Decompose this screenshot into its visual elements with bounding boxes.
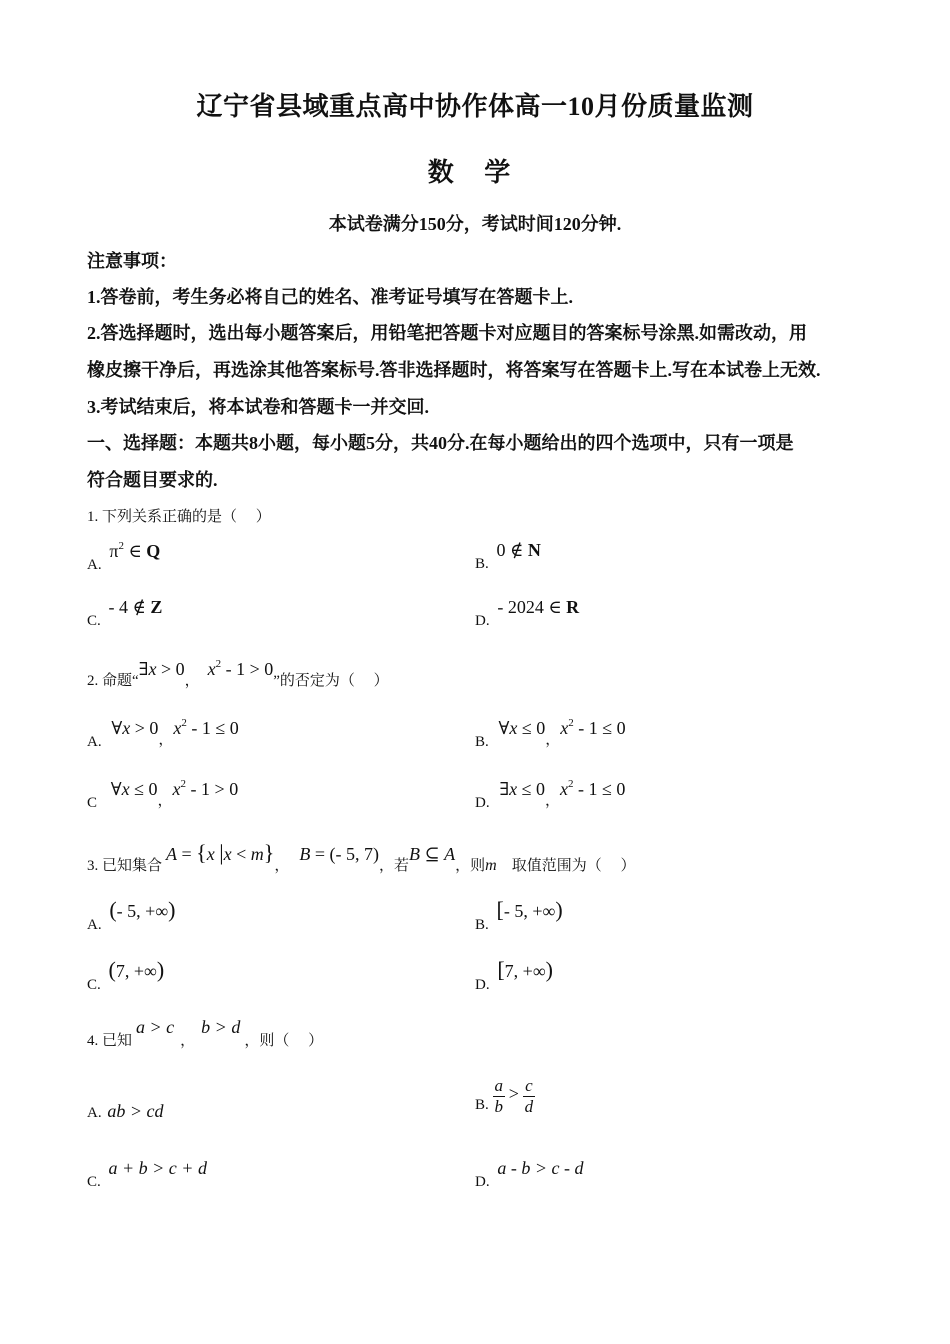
stem-comma: ，	[184, 673, 200, 689]
question-4-option-c[interactable]	[87, 1158, 207, 1190]
stem-math-1: a > c	[136, 1017, 175, 1037]
option-label: A.	[87, 917, 102, 933]
stem-math-4: m	[485, 857, 497, 874]
stem-math-1: A = {x |x < m}	[166, 840, 275, 865]
option-label: B.	[475, 734, 489, 750]
fraction-a-over-b	[493, 1076, 506, 1116]
question-2-option-d[interactable]	[475, 778, 626, 811]
note-item-2-line-2: 橡皮擦干净后，再选涂其他答案标号.答非选择题时，将答案写在答题卡上.写在本试卷上无效.	[87, 360, 821, 380]
stem-suffix: ”的否定为（ ）	[273, 673, 389, 689]
numerator: a	[494, 1076, 504, 1095]
stem-prefix: 3. 已知集合	[87, 858, 163, 874]
option-label: C.	[87, 1174, 101, 1190]
stem-math-1: ∃x > 0	[138, 659, 185, 679]
option-math: [- 5, +∞)	[496, 897, 563, 922]
option-math: [7, +∞)	[497, 957, 553, 982]
stem-mid-2: ，则	[455, 858, 486, 874]
option-label: D.	[475, 613, 490, 629]
option-label: C	[87, 795, 98, 811]
option-label: C.	[87, 977, 101, 993]
option-math: ∀x ≤ $0_,x^2 - 1 > 0$	[110, 778, 239, 809]
option-math: ∀x ≤ $0_,x^2 - 1 \le 0$	[498, 717, 626, 748]
question-2-option-b[interactable]	[475, 717, 626, 750]
option-math: a + b > c + d	[108, 1158, 207, 1178]
note-item-1: 1.答卷前，考生务必将自己的姓名、准考证号填写在答题卡上.	[87, 287, 573, 307]
stem-prefix: 2. 命题“	[87, 673, 139, 689]
notes-heading: 注意事项：	[87, 251, 177, 271]
option-math: (7, +∞)	[108, 957, 165, 982]
stem-comma: ，	[180, 1033, 196, 1049]
question-4-option-d[interactable]	[475, 1158, 584, 1190]
option-math: 0 ∉ N	[496, 540, 541, 560]
stem-suffix: ，则（ ）	[244, 1033, 324, 1049]
question-2-option-c[interactable]	[87, 778, 239, 811]
question-3-stem	[87, 840, 636, 874]
option-math: $\pi^2$ ∈ Q	[109, 540, 161, 561]
option-label: C.	[87, 613, 101, 629]
option-label: A.	[87, 557, 102, 573]
option-label: D.	[475, 977, 490, 993]
stem-math-2: $x^2 - 1 > 0$	[207, 658, 274, 679]
option-label: A.	[87, 734, 102, 750]
stem-prefix: 4. 已知	[87, 1033, 133, 1049]
stem-comma: ，	[274, 858, 290, 874]
option-operator: >	[508, 1083, 519, 1104]
option-label: B.	[475, 1097, 489, 1114]
stem-math-3: B ⊆ A	[409, 844, 456, 864]
option-label: D.	[475, 795, 490, 811]
question-4-option-a[interactable]	[87, 1101, 163, 1122]
stem-math-2: B = (- 5, 7)	[299, 844, 380, 864]
stem-suffix: 取值范围为（ ）	[496, 858, 636, 874]
option-math: (- 5, +∞)	[109, 897, 176, 922]
note-item-3: 3.考试结束后，将本试卷和答题卡一并交回.	[87, 397, 429, 417]
question-3-option-b[interactable]	[475, 897, 563, 933]
subject-title: 数 学	[427, 158, 523, 187]
option-label: B.	[475, 917, 489, 933]
option-label: B.	[475, 556, 489, 572]
question-1-stem: 1. 下列关系正确的是（ ）	[87, 509, 271, 525]
question-1-option-a[interactable]	[87, 540, 161, 573]
option-math: - 2024 ∈ R	[497, 597, 580, 617]
option-math: ab > cd	[107, 1101, 164, 1121]
question-4-option-b[interactable]	[475, 1076, 535, 1116]
stem-mid: ，若	[379, 858, 410, 874]
option-math: ∃x ≤ $0_,x^2 - 1 \le 0$	[499, 778, 626, 809]
denominator: d	[524, 1096, 534, 1116]
question-3-option-d[interactable]	[475, 957, 553, 993]
question-1-option-c[interactable]	[87, 597, 163, 629]
fraction-c-over-d	[523, 1076, 536, 1116]
question-1-option-b[interactable]	[475, 540, 541, 572]
paper-title: 辽宁省县域重点高中协作体高一10月份质量监测	[196, 92, 754, 121]
section-heading-line-2: 符合题目要求的.	[87, 470, 218, 490]
option-math: a - b > c - d	[497, 1158, 584, 1178]
denominator: b	[494, 1096, 504, 1116]
numerator: c	[523, 1076, 536, 1097]
question-2-stem	[87, 658, 389, 689]
question-2-option-a[interactable]	[87, 717, 239, 750]
question-3-option-c[interactable]	[87, 957, 165, 993]
option-math: - 4 ∉ Z	[108, 597, 163, 617]
note-item-2-line-1: 2.答选择题时，选出每小题答案后，用铅笔把答题卡对应题目的答案标号涂黑.如需改动，用	[87, 323, 807, 343]
question-1-option-d[interactable]	[475, 597, 580, 629]
option-label: A.	[87, 1105, 102, 1121]
option-math: ∀x > $0_,x^2 - 1 \le 0$	[111, 717, 239, 748]
exam-info: 本试卷满分150分，考试时间120分钟.	[328, 214, 622, 234]
section-heading-line-1: 一、选择题：本题共8小题，每小题5分，共40分.在每小题给出的四个选项中，只有一项是	[87, 433, 794, 453]
option-label: D.	[475, 1174, 490, 1190]
stem-math-2: b > d	[201, 1017, 241, 1037]
question-3-option-a[interactable]	[87, 897, 176, 933]
question-4-stem	[87, 1017, 324, 1049]
